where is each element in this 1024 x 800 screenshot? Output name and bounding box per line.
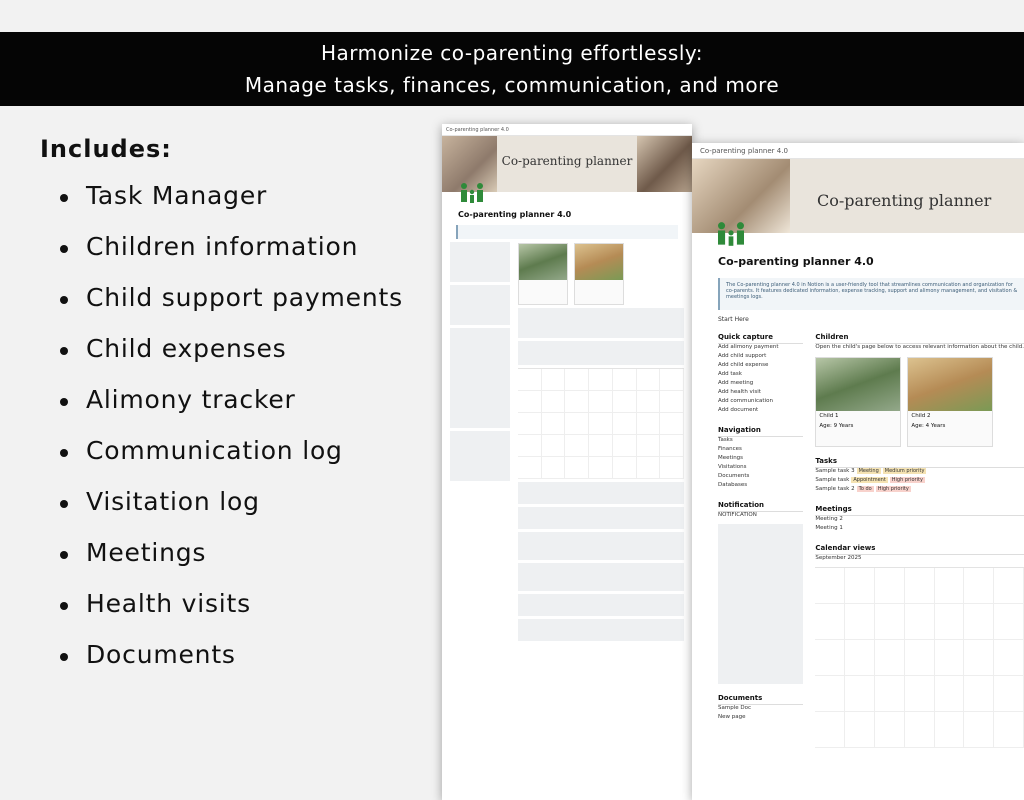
child-age: Age: 9 Years <box>819 422 854 429</box>
includes-heading: Includes: <box>40 135 172 163</box>
includes-list-section <box>40 135 403 691</box>
front-right-column <box>815 323 1024 748</box>
back-hero-title: Co-parenting planner <box>501 154 633 168</box>
include-item: Task Manager <box>40 181 403 232</box>
front-columns <box>692 323 1024 748</box>
notification-heading: Notification <box>718 501 803 512</box>
document-item[interactable]: Sample Doc <box>718 705 751 711</box>
quick-capture-item[interactable]: Add alimony payment <box>718 344 779 350</box>
back-meetings-block <box>518 341 684 365</box>
quick-capture-item[interactable]: Add document <box>718 407 759 413</box>
back-browser-bar: Co-parenting planner 4.0 <box>442 124 692 136</box>
priority-tag: Medium priority <box>884 468 925 474</box>
family-icon <box>458 182 486 204</box>
back-left-column <box>450 239 510 644</box>
child-age: Age: 4 Years <box>911 422 946 429</box>
meeting-row[interactable]: Meeting 2 <box>815 516 843 522</box>
tasks-heading: Tasks <box>815 457 1024 468</box>
calendar-heading: Calendar views <box>815 544 1024 555</box>
front-callout: The Co-parenting planner 4.0 in Notion is a user-friendly tool that streamlines communication and organization for co-parents. It features dedicated information, expense tracking, support and alimony management, and visitation & meetings logs. <box>718 278 1024 310</box>
quick-capture-heading: Quick capture <box>718 333 803 344</box>
back-page-title: Co-parenting planner 4.0 <box>458 210 572 219</box>
include-item: Child support payments <box>40 283 403 334</box>
priority-tag: High priority <box>877 486 909 492</box>
include-item: Health visits <box>40 589 403 640</box>
back-callout <box>456 225 678 239</box>
nav-item[interactable]: Documents <box>718 473 750 479</box>
include-item: Child expenses <box>40 334 403 385</box>
task-name: Sample task <box>815 477 850 483</box>
back-child-card[interactable] <box>518 243 568 305</box>
task-row[interactable] <box>815 468 1024 477</box>
include-item: Alimony tracker <box>40 385 403 436</box>
front-hero-title: Co-parenting planner <box>817 191 992 210</box>
back-navigation-block <box>450 285 510 325</box>
include-item: Visitation log <box>40 487 403 538</box>
nav-item[interactable]: Visitations <box>718 464 747 470</box>
back-tasks-block <box>518 308 684 338</box>
children-cards <box>815 357 1024 447</box>
back-columns <box>442 239 692 644</box>
include-item: Documents <box>40 640 403 691</box>
include-item: Communication log <box>40 436 403 487</box>
back-child-expenses-block <box>518 563 684 591</box>
nav-item[interactable]: Meetings <box>718 455 744 461</box>
notification-panel <box>718 524 803 684</box>
nav-item[interactable]: Finances <box>718 446 742 452</box>
headline-banner <box>0 32 1024 106</box>
quick-capture-item[interactable]: Add health visit <box>718 389 761 395</box>
child-name: Child 1 <box>819 412 839 419</box>
child-photo <box>908 358 992 411</box>
back-child-card[interactable] <box>574 243 624 305</box>
back-screenshot <box>442 124 692 800</box>
back-communication-block <box>518 619 684 641</box>
children-hint: Open the child's page below to access relevant information about the child. <box>815 344 1024 350</box>
task-tag: Meeting <box>858 468 879 474</box>
navigation-heading: Navigation <box>718 426 803 437</box>
child-card[interactable] <box>907 357 993 447</box>
task-name: Sample task 2 <box>815 486 855 492</box>
documents-heading: Documents <box>718 694 803 705</box>
banner-line-2: Manage tasks, finances, communication, and more <box>244 73 780 97</box>
include-item: Children information <box>40 232 403 283</box>
child-photo <box>816 358 900 411</box>
back-children-cards <box>518 243 684 305</box>
nav-item[interactable]: Databases <box>718 482 748 488</box>
calendar-month: September 2025 <box>815 555 862 561</box>
family-icon <box>714 221 748 247</box>
calendar-grid <box>815 567 1024 748</box>
back-visitation-block <box>518 482 684 504</box>
child-card[interactable] <box>815 357 901 447</box>
new-page-button[interactable]: New page <box>718 714 746 720</box>
quick-capture-item[interactable]: Add meeting <box>718 380 754 386</box>
back-alimony-block <box>518 507 684 529</box>
child-name: Child 2 <box>911 412 931 419</box>
notification-badge: NOTIFICATION <box>718 512 757 518</box>
back-health-visits-block <box>518 594 684 616</box>
back-calendar <box>518 368 684 479</box>
task-name: Sample task 3 <box>815 468 855 474</box>
quick-capture-item[interactable]: Add child expense <box>718 362 769 368</box>
back-documents-block <box>450 431 510 481</box>
back-right-column <box>518 239 684 644</box>
quick-capture-item[interactable]: Add child support <box>718 353 767 359</box>
banner-line-1: Harmonize co-parenting effortlessly: <box>320 41 703 65</box>
start-here-link[interactable]: Start Here <box>718 316 749 323</box>
task-row[interactable] <box>815 477 1024 486</box>
front-page-title: Co-parenting planner 4.0 <box>718 255 874 268</box>
nav-item[interactable]: Tasks <box>718 437 733 443</box>
front-screenshot <box>692 143 1024 800</box>
task-row[interactable] <box>815 486 1024 495</box>
meetings-heading: Meetings <box>815 505 1024 516</box>
top-strip <box>0 0 1024 32</box>
front-left-column <box>718 323 803 748</box>
back-quick-capture-block <box>450 242 510 282</box>
children-heading: Children <box>815 333 1024 344</box>
quick-capture-item[interactable]: Add task <box>718 371 742 377</box>
task-tag: Appointment <box>853 477 886 483</box>
back-child-support-block <box>518 532 684 560</box>
quick-capture-item[interactable]: Add communication <box>718 398 773 404</box>
meeting-row[interactable]: Meeting 1 <box>815 525 843 531</box>
back-notification-block <box>450 328 510 428</box>
include-item: Meetings <box>40 538 403 589</box>
task-tag: To do <box>858 486 872 492</box>
includes-list <box>40 181 403 691</box>
front-browser-bar: Co-parenting planner 4.0 <box>692 143 1024 159</box>
back-hero-banner <box>442 136 692 192</box>
priority-tag: High priority <box>891 477 923 483</box>
front-hero-banner <box>692 159 1024 233</box>
